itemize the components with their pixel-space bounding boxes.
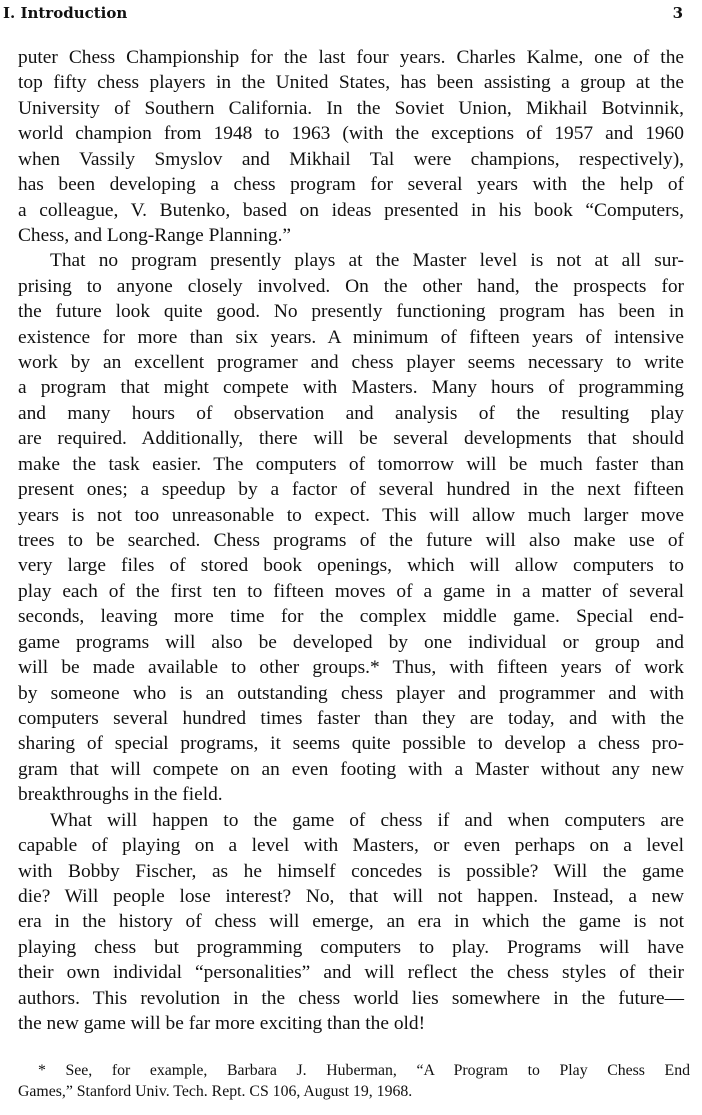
paragraph-line: capable of playing on a level with Masters, or even perhaps on a level [18, 835, 684, 857]
paragraph-line: existence for more than six years. A minimum of fifteen years of intensive [18, 326, 684, 348]
paragraph-line: work by an excellent programer and chess player seems necessary to write [18, 352, 684, 374]
paragraph-line: has been developing a chess program for several years with the help of [18, 174, 684, 196]
paragraph-first-line [18, 808, 684, 833]
paragraph-line: die? Will people lose interest? No, that will not happen. Instead, a new [18, 885, 684, 907]
paragraph-line: seconds, leaving more time for the complex middle game. Special end- [18, 606, 684, 628]
paragraph-line: present ones; a speedup by a factor of several hundred in the next fifteen [18, 479, 684, 501]
body-text [18, 45, 684, 1036]
paragraph-line: trees to be searched. Chess programs of the future will also make use of [18, 530, 684, 552]
paragraph-line: by someone who is an outstanding chess player and programmer and with [18, 682, 684, 704]
paragraph-first-line [18, 248, 684, 273]
paragraph-line: sharing of special programs, it seems quite possible to develop a chess pro- [18, 733, 684, 755]
paragraph-line: when Vassily Smyslov and Mikhail Tal were champions, respectively), [18, 148, 684, 170]
paragraph-line: make the task easier. The computers of tomorrow will be much faster than [18, 453, 684, 475]
footnote-line: Games,” Stanford Univ. Tech. Rept. CS 106, August 19, 1968. [18, 1083, 413, 1100]
paragraph-line: a colleague, V. Butenko, based on ideas presented in his book “Computers, [18, 199, 684, 221]
paragraph-line: the new game will be far more exciting than the old! [18, 1013, 426, 1035]
paragraph-line: playing chess but programming computers to play. Programs will have [18, 936, 684, 958]
footnote-line-text: * See, for example, Barbara J. Huberman, “A Program to Play Chess End [38, 1062, 690, 1079]
paragraph-line: authors. This revolution in the chess world lies somewhere in the future— [18, 987, 684, 1009]
paragraph-line: a program that might compete with Masters. Many hours of programming [18, 377, 684, 399]
paragraph-line: gram that will compete on an even footing with a Master without any new [18, 758, 684, 780]
paragraph-line: breakthroughs in the field. [18, 784, 223, 806]
paragraph-line: University of Southern California. In the Soviet Union, Mikhail Botvinnik, [18, 97, 684, 119]
paragraph-line: prising to anyone closely involved. On the other hand, the prospects for [18, 275, 684, 297]
paragraph-line: computers several hundred times faster than they are today, and with the [18, 707, 684, 729]
paragraph-line-text: That no program presently plays at the Master level is not at all sur- [50, 250, 684, 272]
paragraph-line: will be made available to other groups.* Thus, with fifteen years of work [18, 657, 684, 679]
paragraph-line: with Bobby Fischer, as he himself concedes is possible? Will the game [18, 860, 684, 882]
paragraph-line-text: What will happen to the game of chess if and when computers are [50, 809, 684, 831]
paragraph-line: years is not too unreasonable to expect. This will allow much larger move [18, 504, 684, 526]
paragraph-line: world champion from 1948 to 1963 (with the exceptions of 1957 and 1960 [18, 123, 684, 145]
paragraph-line: play each of the first ten to fifteen moves of a game in a matter of several [18, 580, 684, 602]
paragraph-line: and many hours of observation and analysis of the resulting play [18, 402, 684, 424]
paragraph-line: top fifty chess players in the United States, has been assisting a group at the [18, 72, 684, 94]
paragraph-line: game programs will also be developed by one individual or group and [18, 631, 684, 653]
page-number: 3 [672, 4, 683, 22]
chapter-heading: I. Introduction [3, 4, 128, 22]
footnote [18, 1060, 690, 1102]
paragraph-line: puter Chess Championship for the last four years. Charles Kalme, one of the [18, 47, 684, 68]
paragraph-line: era in the history of chess will emerge, an era in which the game is not [18, 911, 684, 933]
paragraph-line: are required. Additionally, there will be several developments that should [18, 428, 684, 450]
paragraph-line: very large files of stored book openings, which will allow computers to [18, 555, 684, 577]
paragraph-line: their own individal “personalities” and will reflect the chess styles of their [18, 962, 684, 984]
running-head [3, 4, 683, 26]
paragraph-line: the future look quite good. No presently functioning program has been in [18, 301, 684, 323]
paragraph-line: Chess, and Long-Range Planning.” [18, 224, 292, 246]
footnote-first-line [18, 1060, 690, 1081]
